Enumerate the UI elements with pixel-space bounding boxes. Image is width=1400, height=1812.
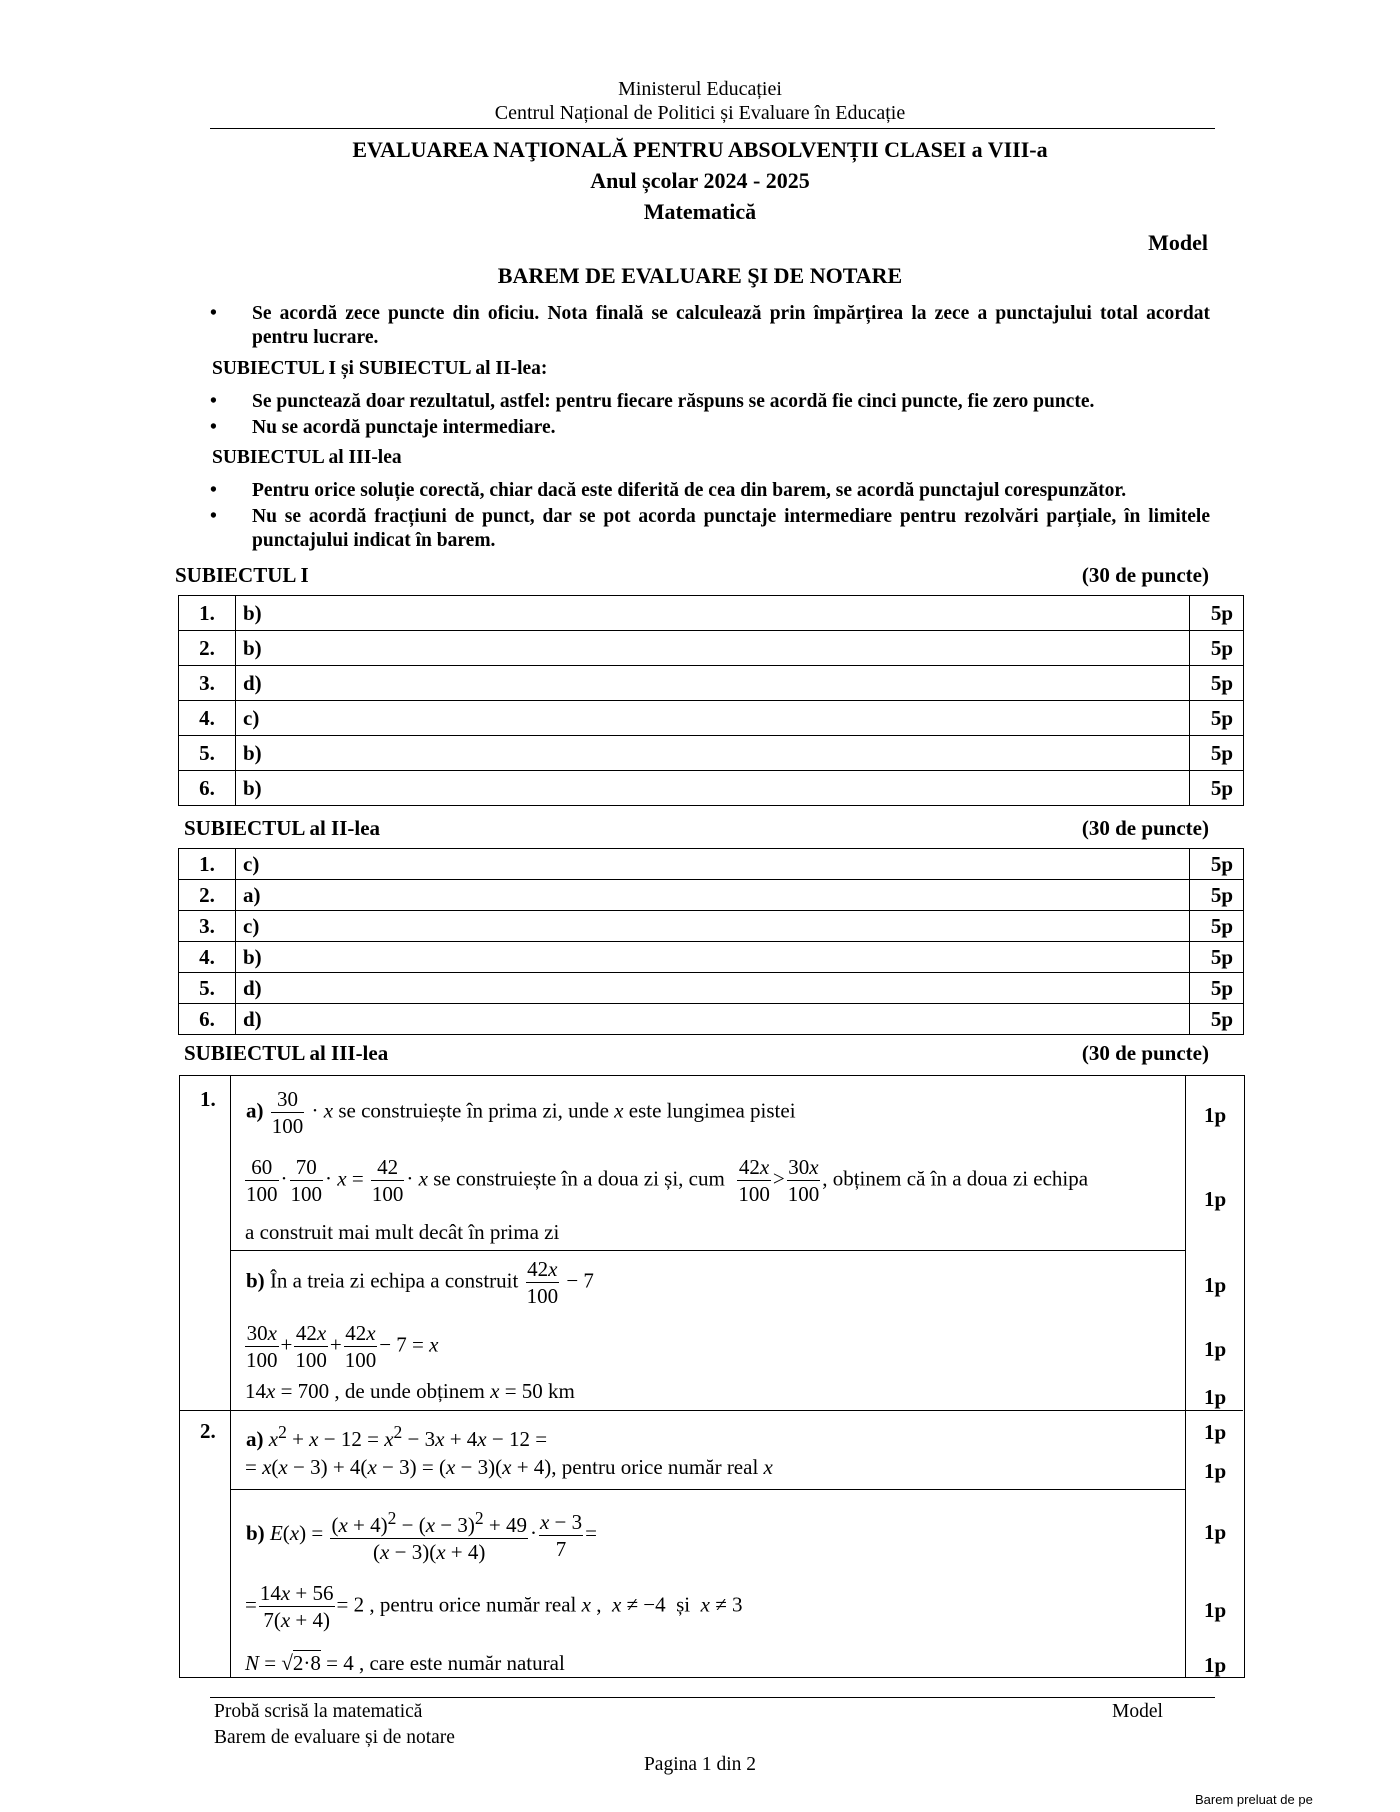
subject1-points: (30 de puncte) xyxy=(1081,563,1209,587)
answer-cell: b) xyxy=(236,942,1190,973)
table-row xyxy=(179,973,1244,1004)
bullet-icon: • xyxy=(210,391,217,412)
table-row xyxy=(179,596,1244,631)
score-cell: 5p xyxy=(1190,771,1244,806)
model-label: Model xyxy=(1148,230,1208,255)
p2b-line3: N = √2·8 = 4 , care este număr natural xyxy=(245,1651,565,1675)
item-number: 4. xyxy=(179,942,236,973)
s12-bullet-2: • Nu se acordă punctaje intermediare. xyxy=(210,417,556,438)
p2a-line2: = x(x − 3) + 4(x − 3) = (x − 3)(x + 4), pentru orice număr real x xyxy=(245,1455,773,1479)
bullet-icon: • xyxy=(210,417,217,438)
score-cell: 5p xyxy=(1190,701,1244,736)
subject1-title: SUBIECTUL I xyxy=(175,563,309,587)
subject1-table xyxy=(178,595,1244,806)
page-number: Pagina 1 din 2 xyxy=(643,1754,757,1775)
table-row xyxy=(179,911,1244,942)
p1b-line2: $\frac{30x}{100}$ + $\frac{42x}{100}$ + $\frac{42x}{100}$ − 7 = x xyxy=(246,1321,439,1372)
answer-cell: d) xyxy=(236,973,1190,1004)
item-number: 4. xyxy=(179,701,236,736)
school-year: Anul școlar 2024 - 2025 xyxy=(590,168,810,193)
s3-bullet-1: • Pentru orice soluție corectă, chiar dacă este diferită de cea din barem, se acordă punctajul corespunzător. xyxy=(210,480,1127,501)
problem-1-number: 1. xyxy=(200,1087,216,1111)
score-cell: 5p xyxy=(1190,880,1244,911)
item-number: 2. xyxy=(179,631,236,666)
subject2-title: SUBIECTUL al II-lea xyxy=(184,816,381,840)
ministry-name: Ministerul Educației xyxy=(618,78,782,100)
row-divider xyxy=(230,1250,1186,1251)
answer-cell: b) xyxy=(236,771,1190,806)
answer-cell: c) xyxy=(236,849,1190,880)
score-cell: 5p xyxy=(1190,849,1244,880)
table-row xyxy=(179,666,1244,701)
item-number: 6. xyxy=(179,1004,236,1035)
answer-cell: b) xyxy=(236,596,1190,631)
p1a-line3: a construit mai mult decât în prima zi xyxy=(245,1220,560,1244)
answer-cell: b) xyxy=(236,631,1190,666)
subject2-points: (30 de puncte) xyxy=(1081,816,1209,840)
p1a-line2: $\frac{60}{100}$ · $\frac{70}{100}$ · x = $\frac{42}{100}$ · x se construiește în a doua zi și, cum $\frac{42x}{100}$ > $\frac{30x}{100}$ , obținem că în a doua zi echipa xyxy=(246,1155,1089,1206)
subject2-table xyxy=(178,848,1244,1035)
item-number: 5. xyxy=(179,973,236,1004)
answer-cell: c) xyxy=(236,701,1190,736)
score-cell: 5p xyxy=(1190,942,1244,973)
subject3-points: (30 de puncte) xyxy=(1081,1041,1209,1065)
table-row xyxy=(179,701,1244,736)
answer-cell: c) xyxy=(236,911,1190,942)
source-note: Barem preluat de pe xyxy=(1195,1792,1313,1807)
footer-line1: Probă scrisă la matematică xyxy=(214,1701,423,1722)
score-cell: 5p xyxy=(1190,631,1244,666)
s12-bullet-1: • Se punctează doar rezultatul, astfel: pentru fiecare răspuns se acordă fie cinci puncte, fie zero puncte. xyxy=(210,391,1095,412)
exam-title: EVALUAREA NAŢIONALĂ PENTRU ABSOLVENȚII CLASEI a VIII-a xyxy=(352,137,1048,162)
p2a-line1: a) $x^2 + x - 12 = x^2 - 3x + 4x - 12$ = xyxy=(246,1422,548,1451)
item-number: 1. xyxy=(179,596,236,631)
general-instruction: • Se acordă zece puncte din oficiu. Nota finală se calculează prin împărțirea la zece a punctajului total acordat pentru lucrare. xyxy=(210,303,1210,348)
score-cell: 5p xyxy=(1190,596,1244,631)
p1b-line3: 14x = 700 , de unde obținem x = 50 km xyxy=(245,1379,575,1403)
subject-name: Matematică xyxy=(643,199,757,224)
score-cell: 5p xyxy=(1190,911,1244,942)
item-number: 2. xyxy=(179,880,236,911)
item-number: 6. xyxy=(179,771,236,806)
footer-line2: Barem de evaluare și de notare xyxy=(214,1727,455,1748)
table-row xyxy=(179,849,1244,880)
row-divider xyxy=(230,1489,1186,1490)
bullet-icon: • xyxy=(210,506,217,527)
score-cell: 5p xyxy=(1190,973,1244,1004)
item-number: 1. xyxy=(179,849,236,880)
item-number: 3. xyxy=(179,911,236,942)
table-row xyxy=(179,631,1244,666)
score-cell: 1p xyxy=(1204,1653,1227,1677)
score-cell: 1p xyxy=(1204,1459,1227,1483)
score-cell: 1p xyxy=(1204,1520,1227,1544)
answer-cell: a) xyxy=(236,880,1190,911)
s12-heading: SUBIECTUL I și SUBIECTUL al II-lea: xyxy=(212,358,548,379)
answer-cell: d) xyxy=(236,666,1190,701)
bullet-icon: • xyxy=(210,303,217,324)
footer-model: Model xyxy=(1112,1701,1163,1722)
p2b-line2: = $\frac{14x + 56}{7(x + 4)}$ = 2 , pentru orice număr real x , x ≠ −4 și x ≠ 3 xyxy=(245,1581,743,1632)
bullet-icon: • xyxy=(210,480,217,501)
problem-2-number: 2. xyxy=(200,1419,216,1443)
footer-divider xyxy=(210,1697,1215,1698)
fraction-30-100: $\frac{30}{100}$ xyxy=(271,1087,304,1138)
p1a-line1: a) $\frac{30}{100}$ · x se construiește în prima zi, unde x este lungimea pistei xyxy=(246,1087,796,1138)
s3-bullet-2: • Nu se acordă fracțiuni de punct, dar se pot acorda punctaje intermediare pentru rezolvări parțiale, în limitele punctajului indicat în barem. xyxy=(210,506,1210,551)
table-row xyxy=(179,771,1244,806)
score-cell: 1p xyxy=(1204,1337,1227,1361)
score-cell: 1p xyxy=(1204,1385,1227,1409)
header-divider xyxy=(210,128,1215,129)
score-cell: 1p xyxy=(1204,1103,1227,1127)
score-cell: 1p xyxy=(1204,1273,1227,1297)
row-divider xyxy=(179,1410,1243,1411)
score-cell: 1p xyxy=(1204,1598,1227,1622)
item-number: 5. xyxy=(179,736,236,771)
table-row xyxy=(179,942,1244,973)
subject3-title: SUBIECTUL al III-lea xyxy=(184,1041,389,1065)
answer-cell: d) xyxy=(236,1004,1190,1035)
answer-cell: b) xyxy=(236,736,1190,771)
score-cell: 5p xyxy=(1190,666,1244,701)
table-row xyxy=(179,880,1244,911)
p2b-line1: b) E(x) = $\frac{(x + 4)^2 - (x - 3)^2 + 49}{(x - 3)(x + 4)}$ · $\frac{x - 3}{7}$ = xyxy=(246,1505,597,1565)
table-row xyxy=(179,736,1244,771)
p1b-line1: b) În a treia zi echipa a construit $\frac{42x}{100}$ − 7 xyxy=(246,1257,594,1308)
center-name: Centrul Național de Politici și Evaluare în Educație xyxy=(494,102,906,124)
column-divider xyxy=(230,1075,231,1677)
score-cell: 5p xyxy=(1190,736,1244,771)
score-cell: 1p xyxy=(1204,1420,1227,1444)
score-cell: 1p xyxy=(1204,1187,1227,1211)
score-cell: 5p xyxy=(1190,1004,1244,1035)
s3-heading: SUBIECTUL al III-lea xyxy=(212,447,402,468)
table-row xyxy=(179,1004,1244,1035)
item-number: 3. xyxy=(179,666,236,701)
column-divider xyxy=(1185,1075,1186,1677)
barem-title: BAREM DE EVALUARE ŞI DE NOTARE xyxy=(497,263,903,288)
